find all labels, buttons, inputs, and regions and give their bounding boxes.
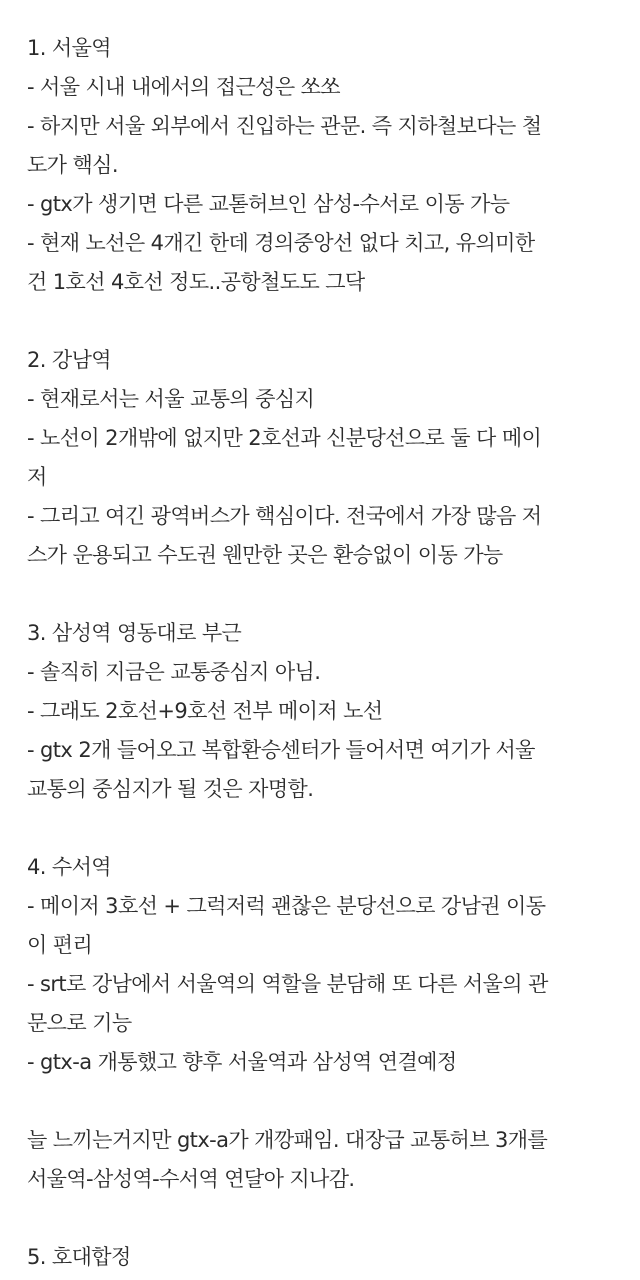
text-line: 문으로 기능	[27, 1011, 132, 1035]
text-line: - 솔직히 지금은 교통중심지 아님.	[27, 660, 321, 684]
paragraph-gap	[27, 1082, 617, 1121]
text-line: 이 편리	[27, 933, 93, 957]
text-line: 2. 강남역	[27, 348, 111, 372]
text-line: - 하지만 서울 외부에서 진입하는 관문. 즉 지하철보다는 철	[27, 114, 542, 138]
paragraph-gap	[27, 809, 617, 848]
text-line: - gtx 2개 들어오고 복합환승센터가 들어서면 여기가 서울	[27, 738, 535, 762]
post-body	[27, 29, 617, 1277]
text-line: 5. 호대합정	[27, 1245, 131, 1269]
text-line: 건 1호선 4호선 정도..공항철도도 그닥	[27, 270, 365, 294]
text-line: - 메이저 3호선 + 그럭저럭 괜찮은 분당선으로 강남권 이동	[27, 894, 546, 918]
text-line: 서울역-삼성역-수서역 연달아 지나감.	[27, 1167, 355, 1191]
text-line: - 현재 노선은 4개긴 한데 경의중앙선 없다 치고, 유의미한	[27, 231, 535, 255]
text-line: 3. 삼성역 영동대로 부근	[27, 621, 242, 645]
text-line: - gtx가 생기면 다른 교톧허브인 삼성-수서로 이동 가능	[27, 192, 510, 216]
text-line: 스가 운용되고 수도권 웬만한 곳은 환승없이 이동 가능	[27, 543, 503, 567]
text-line: - 그리고 여긴 광역버스가 핵심이다. 전국에서 가장 많음 저	[27, 504, 542, 528]
paragraph-gap	[27, 575, 617, 614]
text-line: 교통의 중심지가 될 것은 자명함.	[27, 777, 314, 801]
text-line: - 현재로서는 서울 교통의 중심지	[27, 387, 315, 411]
paragraph-gap	[27, 1199, 617, 1238]
text-line: 4. 수서역	[27, 855, 111, 879]
text-line: 늘 느끼는거지만 gtx-a가 개깡패임. 대장급 교통허브 3개를	[27, 1128, 548, 1152]
paragraph-gap	[27, 302, 617, 341]
text-line: - 노선이 2개밖에 없지만 2호선과 신분당선으로 둘 다 메이	[27, 426, 542, 450]
text-line: 1. 서울역	[27, 36, 111, 60]
text-line: 저	[27, 465, 47, 489]
text-line: 도가 핵심.	[27, 153, 118, 177]
text-line: - 그래도 2호선+9호선 전부 메이저 노선	[27, 699, 383, 723]
text-line: - 서울 시내 내에서의 접근성은 쏘쏘	[27, 75, 340, 99]
text-line: - gtx-a 개통했고 향후 서울역과 삼성역 연결예정	[27, 1050, 457, 1074]
text-line: - srt로 강남에서 서울역의 역할을 분담해 또 다른 서울의 관	[27, 972, 548, 996]
